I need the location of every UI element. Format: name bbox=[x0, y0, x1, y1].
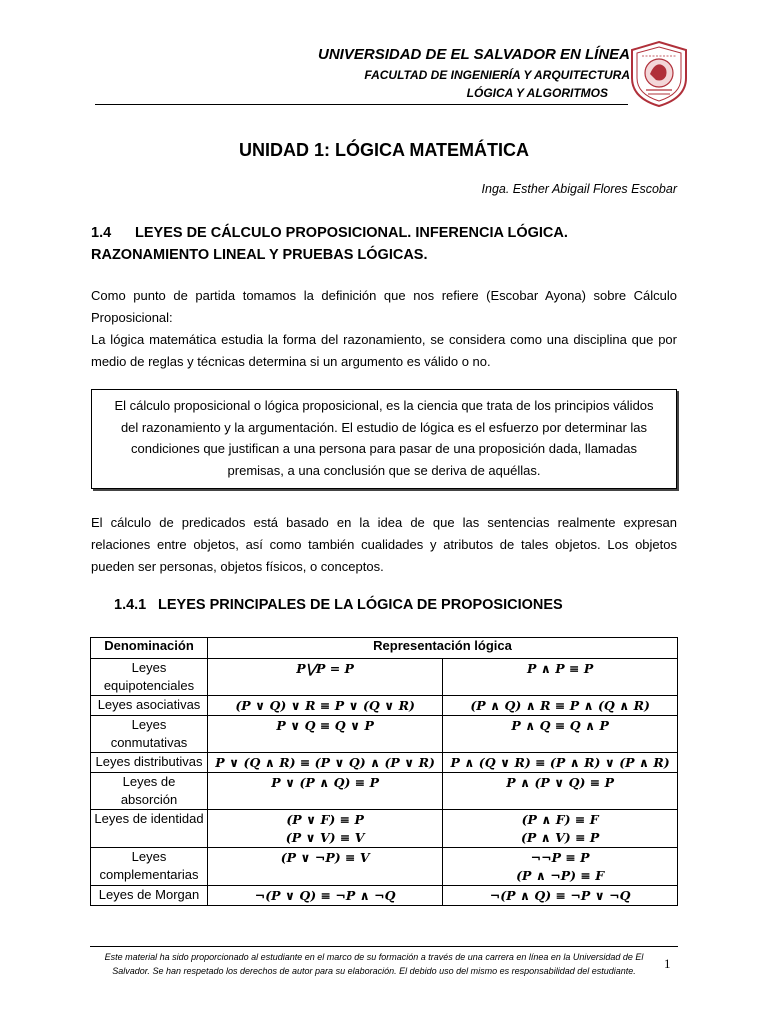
law-formula-disjunction: P ∨ (Q ∧ R) ≡ (P ∨ Q) ∧ (P ∨ R) bbox=[208, 753, 443, 773]
table-row bbox=[91, 696, 678, 716]
column-header-name: Denominación bbox=[91, 638, 208, 659]
law-name: Leyes conmutativas bbox=[91, 716, 208, 753]
law-formula-disjunction: P⋁P = P bbox=[208, 659, 443, 696]
header-faculty: FACULTAD DE INGENIERÍA Y ARQUITECTURA bbox=[364, 68, 630, 82]
law-formula-conjunction: ¬(P ∧ Q) ≡ ¬P ∨ ¬Q bbox=[443, 886, 678, 906]
table-row bbox=[91, 848, 678, 886]
footer-note: Este material ha sido proporcionado al estudiante en el marco de su formación a través de una carrera en línea en la Universidad de El Salvador. Se han respetado los derechos de autor para su elaboración. El debido uso del mismo es responsabilidad del estudiante. bbox=[104, 952, 644, 976]
table-row bbox=[91, 773, 678, 810]
law-formula-disjunction: (P ∨ Q) ∨ R ≡ P ∨ (Q ∨ R) bbox=[208, 696, 443, 716]
section-number: 1.4 bbox=[91, 225, 112, 241]
law-formula-disjunction: P ∨ Q ≡ Q ∨ P bbox=[208, 716, 443, 753]
law-formula-conjunction: ¬¬P ≡ P (P ∧ ¬P) ≡ F bbox=[443, 848, 678, 886]
table-header-row bbox=[91, 638, 678, 659]
header-university: UNIVERSIDAD DE EL SALVADOR EN LÍNEA bbox=[318, 46, 630, 63]
law-formula-conjunction: P ∧ (Q ∨ R) ≡ (P ∧ R) ∨ (P ∧ R) bbox=[443, 753, 678, 773]
law-formula-conjunction: (P ∧ Q) ∧ R ≡ P ∧ (Q ∧ R) bbox=[443, 696, 678, 716]
law-name: Leyes distributivas bbox=[91, 753, 208, 773]
law-name: Leyes equipotenciales bbox=[91, 659, 208, 696]
law-name: Leyes asociativas bbox=[91, 696, 208, 716]
subsection-heading bbox=[114, 597, 563, 613]
law-formula-disjunction: (P ∨ ¬P) ≡ V bbox=[208, 848, 443, 886]
university-seal-icon bbox=[628, 40, 690, 108]
law-name: Leyes de Morgan bbox=[91, 886, 208, 906]
law-name: Leyes de absorción bbox=[91, 773, 208, 810]
subsection-title: LEYES PRINCIPALES DE LA LÓGICA DE PROPOSICIONES bbox=[158, 597, 563, 613]
definition-box bbox=[91, 389, 677, 489]
definition-text: El cálculo proposicional o lógica proposicional, es la ciencia que trata de los principios válidos del razonamiento y la argumentación. El estudio de lógica es el esfuerzo por determinar las condiciones que justifican a una persona para pasar de una proposición dada, llamadas premisas, a una conclusión que se deriva de aquéllas. bbox=[114, 398, 654, 478]
author: Inga. Esther Abigail Flores Escobar bbox=[481, 182, 677, 196]
law-formula-conjunction: P ∧ (P ∨ Q) ≡ P bbox=[443, 773, 678, 810]
section-title-line1: LEYES DE CÁLCULO PROPOSICIONAL. INFERENCIA LÓGICA. bbox=[135, 225, 568, 241]
page-title: UNIDAD 1: LÓGICA MATEMÁTICA bbox=[239, 140, 529, 160]
law-formula-disjunction: P ∨ (P ∧ Q) ≡ P bbox=[208, 773, 443, 810]
table-row bbox=[91, 810, 678, 848]
law-formula-disjunction: ¬(P ∨ Q) ≡ ¬P ∧ ¬Q bbox=[208, 886, 443, 906]
law-name: Leyes complementarias bbox=[91, 848, 208, 886]
law-formula-conjunction: (P ∧ F) ≡ F (P ∧ V) ≡ P bbox=[443, 810, 678, 848]
table-row bbox=[91, 753, 678, 773]
intro-paragraph-1: Como punto de partida tomamos la definición que nos refiere (Escobar Ayona) sobre Cálculo Proposicional: bbox=[91, 288, 677, 325]
law-name: Leyes de identidad bbox=[91, 810, 208, 848]
predicates-paragraph: El cálculo de predicados está basado en la idea de que las sentencias realmente expresan relaciones entre objetos, así como también cualidades y atributos de tales objetos. Los objetos pueden ser personas, objetos físicos, o conceptos. bbox=[91, 515, 677, 574]
header-rule bbox=[95, 104, 628, 105]
laws-table bbox=[90, 637, 678, 906]
table-row bbox=[91, 886, 678, 906]
law-formula-conjunction: P ∧ Q ≡ Q ∧ P bbox=[443, 716, 678, 753]
column-header-representation: Representación lógica bbox=[208, 638, 678, 659]
subsection-number: 1.4.1 bbox=[114, 597, 147, 613]
footer-rule bbox=[90, 946, 678, 947]
section-heading bbox=[91, 222, 681, 266]
table-row bbox=[91, 716, 678, 753]
law-formula-disjunction: (P ∨ F) ≡ P (P ∨ V) ≡ V bbox=[208, 810, 443, 848]
intro-paragraphs bbox=[91, 285, 677, 373]
page-number: 1 bbox=[664, 956, 671, 971]
law-formula-conjunction: P ∧ P ≡ P bbox=[443, 659, 678, 696]
section-title-line2: RAZONAMIENTO LINEAL Y PRUEBAS LÓGICAS. bbox=[91, 247, 428, 263]
table-row bbox=[91, 659, 678, 696]
header-department: LÓGICA Y ALGORITMOS bbox=[466, 86, 608, 100]
intro-paragraph-2: La lógica matemática estudia la forma del razonamiento, se considera como una disciplina que por medio de reglas y técnicas determina si un argumento es válido o no. bbox=[91, 332, 677, 369]
